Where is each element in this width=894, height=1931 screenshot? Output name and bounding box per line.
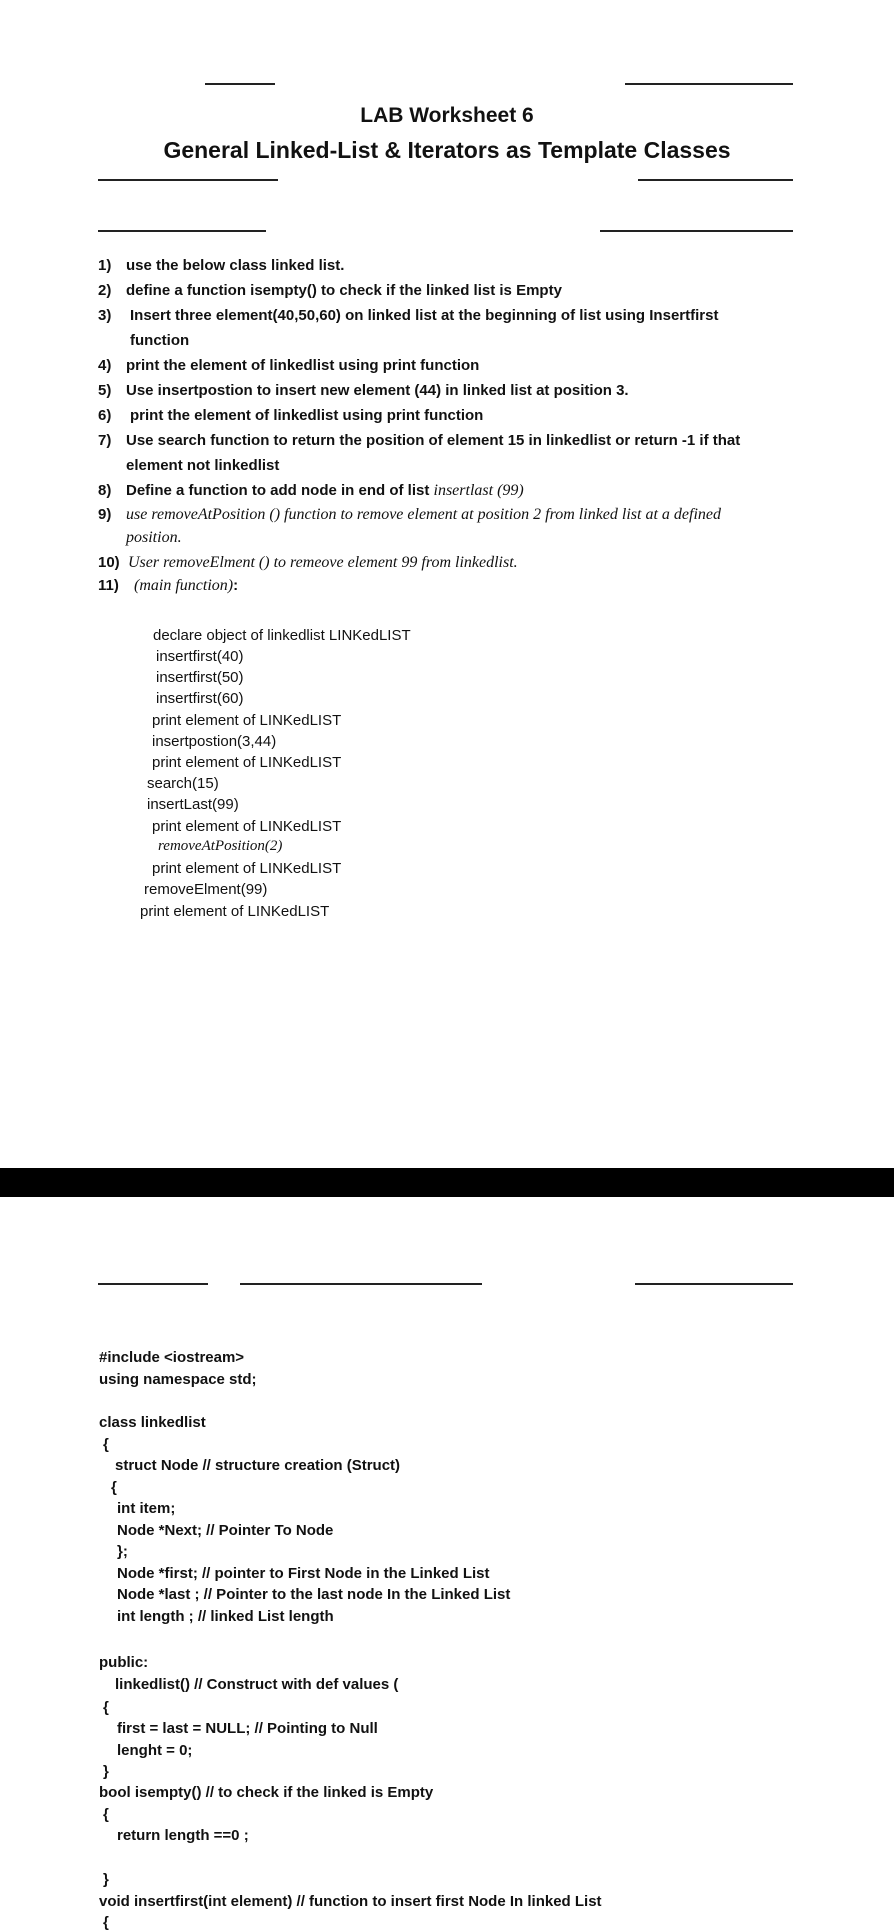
header-rule <box>635 1283 793 1285</box>
main-step: removeElment(99) <box>144 881 268 898</box>
header-rule <box>98 230 266 232</box>
main-step: print element of LINKedLIST <box>140 903 330 920</box>
list-item-text-continued: position. <box>126 529 182 546</box>
list-item-number: 1) <box>98 257 112 274</box>
code-line: } <box>103 1763 109 1780</box>
header-rule <box>205 83 275 85</box>
list-item-number: 10) <box>98 554 120 571</box>
list-item-text: (main function) <box>134 577 234 594</box>
list-item-text: use the below class linked list. <box>126 257 345 274</box>
page-separator <box>0 1168 894 1197</box>
list-item-text: Define a function to add node in end of list <box>126 482 430 499</box>
code-line: int item; <box>117 1500 176 1517</box>
list-item-number: 7) <box>98 432 112 449</box>
list-item-number: 9) <box>98 506 112 523</box>
list-item-number: 6) <box>98 407 112 424</box>
code-line: #include <iostream> <box>99 1349 245 1366</box>
code-line: { <box>103 1914 109 1931</box>
list-item-text: Use insertpostion to insert new element (44) in linked list at position 3. <box>126 382 629 399</box>
header-rule <box>98 1283 208 1285</box>
code-line: first = last = NULL; // Pointing to Null <box>117 1720 378 1737</box>
list-item-number: 3) <box>98 307 112 324</box>
main-step: print element of LINKedLIST <box>152 712 342 729</box>
list-item-text-continued: function <box>130 332 190 349</box>
code-line: Node *last ; // Pointer to the last node In the Linked List <box>117 1586 511 1603</box>
list-item-text: define a function isempty() to check if the linked list is Empty <box>126 282 562 299</box>
code-line: { <box>103 1699 109 1716</box>
page-title: LAB Worksheet 6 <box>360 104 534 127</box>
main-step: insertLast(99) <box>147 796 239 813</box>
header-rule <box>240 1283 482 1285</box>
list-item <box>98 306 798 350</box>
list-item-number: 5) <box>98 382 112 399</box>
list-item-code-ref: insertlast (99) <box>433 482 524 499</box>
main-step: print element of LINKedLIST <box>152 754 342 771</box>
list-item-number: 11) <box>98 577 119 594</box>
list-item-text: User removeElment () to remeove element 99 from linkedlist. <box>128 554 518 571</box>
code-line: bool isempty() // to check if the linked is Empty <box>99 1784 434 1801</box>
code-line: } <box>103 1871 109 1888</box>
code-line: class linkedlist <box>99 1414 206 1431</box>
list-item-suffix: : <box>233 577 239 594</box>
list-item-number: 4) <box>98 357 112 374</box>
main-step: insertfirst(50) <box>156 669 244 686</box>
code-line: }; <box>117 1543 128 1560</box>
code-line: Node *first; // pointer to First Node in the Linked List <box>117 1565 490 1582</box>
main-step: declare object of linkedlist LINKedLIST <box>153 627 411 644</box>
main-step: removeAtPosition(2) <box>158 838 283 854</box>
main-step: insertfirst(60) <box>156 690 244 707</box>
code-line: int length ; // linked List length <box>117 1608 334 1625</box>
list-item-text: print the element of linkedlist using print function <box>130 407 484 424</box>
header-rule <box>600 230 793 232</box>
list-item <box>98 505 798 549</box>
main-step: print element of LINKedLIST <box>152 818 342 835</box>
header-rule <box>98 179 278 181</box>
page-subtitle: General Linked-List & Iterators as Template Classes <box>163 137 731 163</box>
main-step: insertpostion(3,44) <box>152 733 277 750</box>
main-step: insertfirst(40) <box>156 648 244 665</box>
list-item-text: Use search function to return the position of element 15 in linkedlist or return -1 if that <box>126 432 741 449</box>
list-item <box>98 431 798 475</box>
code-line: { <box>103 1806 109 1823</box>
code-line: void insertfirst(int element) // function to insert first Node In linked List <box>99 1893 602 1910</box>
main-step: print element of LINKedLIST <box>152 860 342 877</box>
code-line: using namespace std; <box>99 1371 257 1388</box>
code-line: { <box>103 1436 109 1453</box>
code-line: return length ==0 ; <box>117 1827 249 1844</box>
code-line: struct Node // structure creation (Struct) <box>115 1457 401 1474</box>
worksheet-page-2 <box>0 1197 894 1931</box>
header-rule <box>625 83 793 85</box>
header-rule <box>638 179 793 181</box>
list-item-text: Insert three element(40,50,60) on linked list at the beginning of list using Insertfirst <box>130 307 719 324</box>
list-item-text: print the element of linkedlist using print function <box>126 357 480 374</box>
code-line: linkedlist() // Construct with def values ( <box>115 1676 399 1693</box>
code-line: lenght = 0; <box>117 1742 193 1759</box>
list-item-text: use removeAtPosition () function to remove element at position 2 from linked list at a defined <box>126 506 721 523</box>
list-item-text-continued: element not linkedlist <box>126 457 280 474</box>
code-line: { <box>111 1479 117 1496</box>
code-line: Node *Next; // Pointer To Node <box>117 1522 334 1539</box>
code-line: public: <box>99 1654 149 1671</box>
list-item-number: 2) <box>98 282 112 299</box>
list-item-number: 8) <box>98 482 112 499</box>
main-step: search(15) <box>147 775 219 792</box>
